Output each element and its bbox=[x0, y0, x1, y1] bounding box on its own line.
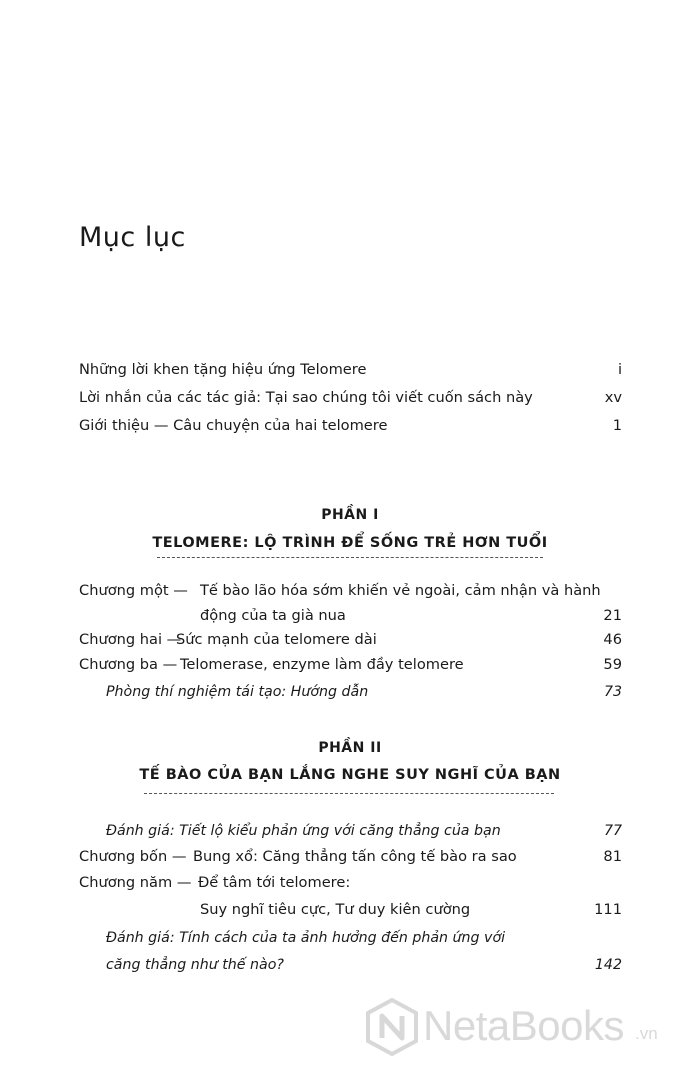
watermark-suffix: .vn bbox=[635, 1024, 658, 1043]
chapter2-title: Sức mạnh của telomere dài bbox=[176, 631, 377, 648]
chapter4-page: 81 bbox=[603, 848, 622, 865]
front-matter-item-authors-note: Lời nhắn của các tác giả: Tại sao chúng tôi viết cuốn sách này bbox=[79, 389, 533, 406]
front-matter-item-introduction: Giới thiệu — Câu chuyện của hai telomere bbox=[79, 417, 388, 434]
front-matter-item-praise: Những lời khen tặng hiệu ứng Telomere bbox=[79, 361, 367, 378]
chapter4-title: Bung xổ: Căng thẳng tấn công tế bào ra sao bbox=[193, 848, 517, 865]
chapter5-title: Để tâm tới telomere: bbox=[198, 874, 351, 891]
assessment2-label-cont: căng thẳng như thế nào? bbox=[106, 957, 284, 973]
chapter1-title-cont: động của ta già nua bbox=[200, 607, 346, 624]
assessment1-page: 77 bbox=[603, 823, 622, 839]
chapter5-label: Chương năm — bbox=[79, 874, 192, 891]
toc-title: Mục lục bbox=[79, 222, 186, 253]
watermark-text: NetaBooks bbox=[423, 1002, 624, 1049]
assessment1-label: Đánh giá: Tiết lộ kiểu phản ứng với căng thẳng của bạn bbox=[106, 823, 501, 839]
chapter2-page: 46 bbox=[603, 631, 622, 648]
lab-guide-page: 73 bbox=[603, 684, 622, 700]
chapter2-label: Chương hai — bbox=[79, 631, 182, 648]
chapter1-page: 21 bbox=[603, 607, 622, 624]
part2-title: TẾ BÀO CỦA BẠN LẮNG NGHE SUY NGHĨ CỦA BẠN bbox=[139, 767, 561, 783]
part2-heading: PHẦN II bbox=[318, 740, 382, 756]
chapter1-title: Tế bào lão hóa sớm khiến vẻ ngoài, cảm nhận và hành bbox=[200, 582, 601, 599]
front-matter-page-authors-note: xv bbox=[604, 389, 622, 406]
chapter5-page: 111 bbox=[594, 901, 622, 918]
front-matter-page-introduction: 1 bbox=[612, 417, 622, 434]
chapter5-title-cont: Suy nghĩ tiêu cực, Tư duy kiên cường bbox=[200, 901, 471, 918]
chapter3-page: 59 bbox=[603, 656, 622, 673]
part1-dashed-underline bbox=[157, 557, 543, 558]
part1-heading: PHẦN I bbox=[321, 507, 379, 523]
front-matter-page-praise: i bbox=[617, 361, 622, 378]
chapter4-label: Chương bốn — bbox=[79, 848, 187, 865]
part2-dashed-underline bbox=[144, 793, 554, 794]
chapter1-label: Chương một — bbox=[79, 582, 188, 599]
assessment2-label: Đánh giá: Tính cách của ta ảnh hưởng đến phản ứng với bbox=[106, 930, 506, 946]
chapter3-title: Telomerase, enzyme làm đầy telomere bbox=[180, 656, 464, 673]
part1-title: TELOMERE: LỘ TRÌNH ĐỂ SỐNG TRẺ HƠN TUỔI bbox=[152, 535, 548, 551]
netabooks-logo-icon bbox=[366, 998, 418, 1060]
assessment2-page: 142 bbox=[594, 957, 622, 973]
lab-guide-label: Phòng thí nghiệm tái tạo: Hướng dẫn bbox=[106, 684, 369, 700]
chapter3-label: Chương ba — bbox=[79, 656, 178, 673]
